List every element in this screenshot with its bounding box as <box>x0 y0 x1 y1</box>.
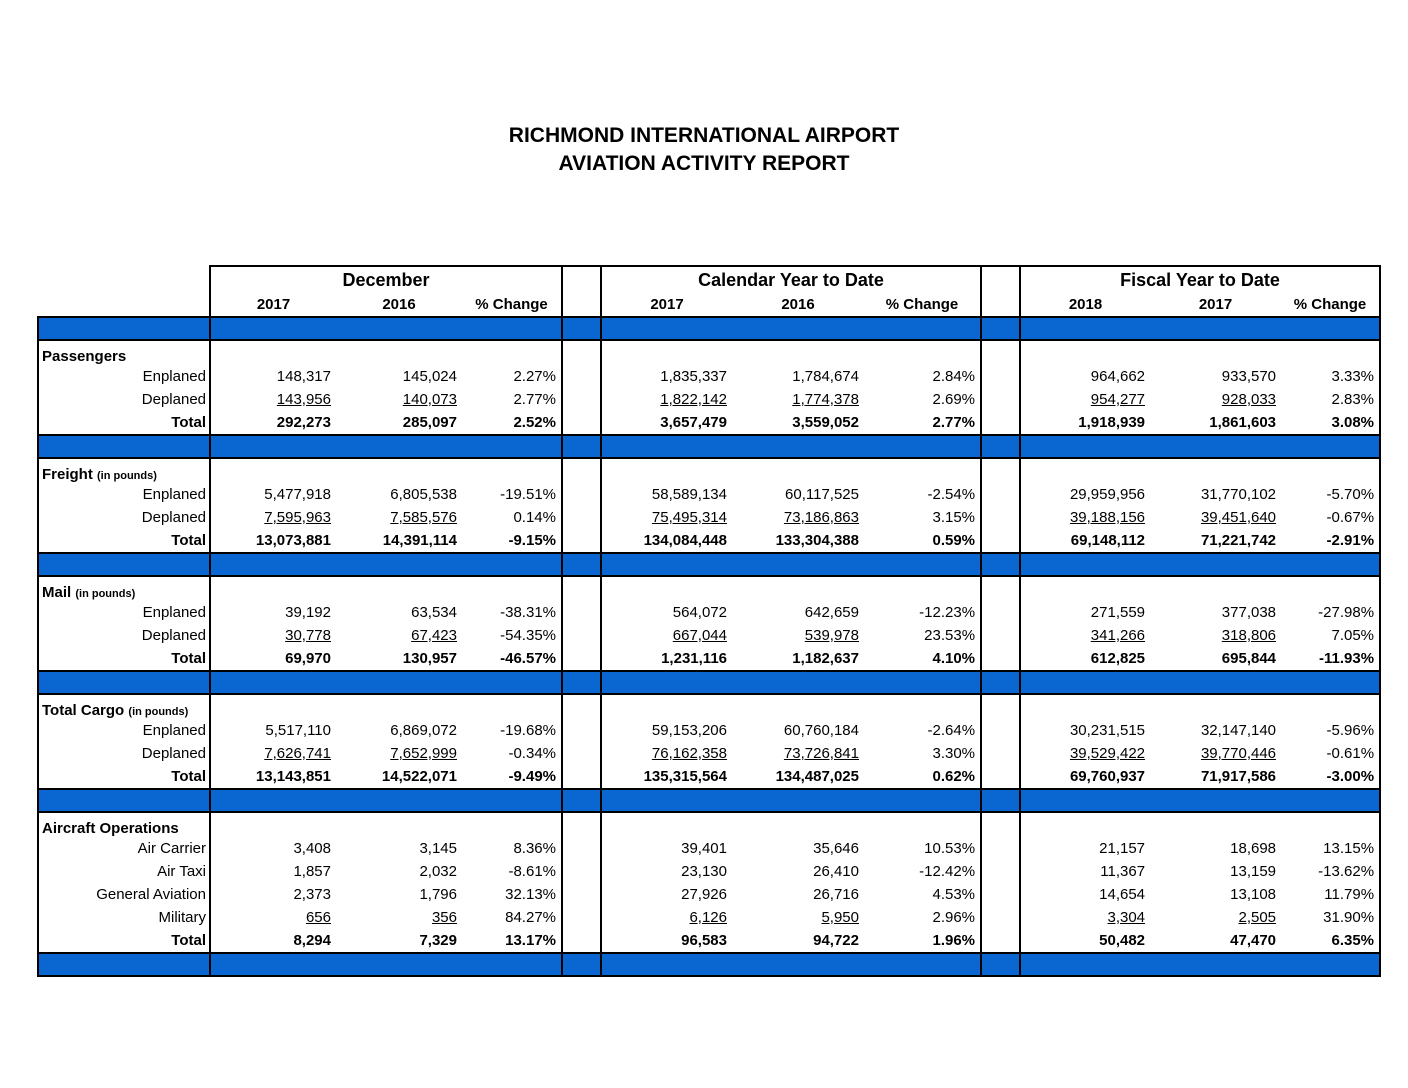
count-value: 318,806 <box>1221 627 1277 644</box>
percent-change-value: -2.54% <box>927 486 976 503</box>
percent-change-value: -0.34% <box>508 745 556 762</box>
count-value: 695,844 <box>1221 650 1277 667</box>
percent-change-value: -0.67% <box>1326 509 1375 526</box>
blue-band-row <box>38 789 1380 812</box>
section-unit: (in pounds) <box>75 588 136 600</box>
count-value: 7,652,999 <box>390 745 457 762</box>
count-value: 7,595,963 <box>264 509 331 526</box>
column-header: 2018 <box>1020 293 1150 317</box>
count-value: 69,148,112 <box>1070 532 1146 549</box>
count-value: 933,570 <box>1221 368 1277 385</box>
count-value: 3,304 <box>1107 909 1146 926</box>
count-value: 134,084,448 <box>643 532 727 549</box>
count-value: 14,522,071 <box>381 768 457 785</box>
count-value: 71,221,742 <box>1200 532 1277 549</box>
count-value: 7,585,576 <box>390 509 457 526</box>
count-value: 1,918,939 <box>1078 414 1146 431</box>
row-label: Deplaned <box>38 506 210 529</box>
percent-change-value: -46.57% <box>500 650 556 667</box>
group-header-2: Fiscal Year to Date <box>1020 266 1380 293</box>
count-value: 8,294 <box>293 932 331 949</box>
row-label: Air Carrier <box>38 837 210 860</box>
count-value: 656 <box>305 909 331 926</box>
percent-change-value: 7.05% <box>1331 627 1375 644</box>
count-value: 612,825 <box>1090 650 1146 667</box>
row-label: Total <box>38 647 210 671</box>
count-value: 14,654 <box>1099 886 1146 903</box>
section-title-row <box>38 694 1380 719</box>
count-value: 75,495,314 <box>651 509 727 526</box>
count-value: 1,822,142 <box>660 391 727 408</box>
row-label: Total <box>38 529 210 553</box>
percent-change-value: -54.35% <box>500 627 556 644</box>
count-value: 1,774,378 <box>792 391 859 408</box>
row-label: Enplaned <box>38 483 210 506</box>
column-header: % Change <box>1281 293 1380 317</box>
percent-change-value: 2.96% <box>932 909 976 926</box>
activity-table <box>37 265 1381 977</box>
section-title: Total Cargo <box>42 702 125 719</box>
percent-change-value: 3.15% <box>932 509 976 526</box>
percent-change-value: -8.61% <box>508 863 556 880</box>
count-value: 47,470 <box>1230 932 1277 949</box>
data-row <box>38 742 1380 765</box>
count-value: 2,373 <box>293 886 331 903</box>
percent-change-value: 32.13% <box>505 886 556 903</box>
count-value: 31,770,102 <box>1200 486 1277 503</box>
count-value: 5,517,110 <box>265 722 331 739</box>
percent-change-value: 3.30% <box>932 745 976 762</box>
count-value: 271,559 <box>1090 604 1146 621</box>
count-value: 39,770,446 <box>1200 745 1277 762</box>
percent-change-value: 2.77% <box>932 414 976 431</box>
section-title: Passengers <box>42 348 127 365</box>
data-row <box>38 624 1380 647</box>
count-value: 6,869,072 <box>390 722 457 739</box>
count-value: 135,315,564 <box>643 768 727 785</box>
count-value: 71,917,586 <box>1200 768 1277 785</box>
data-row <box>38 883 1380 906</box>
count-value: 21,157 <box>1099 840 1146 857</box>
count-value: 2,505 <box>1238 909 1277 926</box>
blue-band-row <box>38 317 1380 340</box>
row-label: Deplaned <box>38 742 210 765</box>
percent-change-value: 2.77% <box>513 391 556 408</box>
count-value: 58,589,134 <box>651 486 727 503</box>
blue-band-row <box>38 435 1380 458</box>
count-value: 6,805,538 <box>390 486 457 503</box>
section-title-row <box>38 340 1380 365</box>
count-value: 341,266 <box>1090 627 1146 644</box>
row-label: Total <box>38 411 210 435</box>
percent-change-value: 8.36% <box>513 840 556 857</box>
count-value: 3,559,052 <box>792 414 859 431</box>
percent-change-value: -11.93% <box>1318 650 1375 667</box>
row-label: General Aviation <box>38 883 210 906</box>
percent-change-value: -38.31% <box>500 604 556 621</box>
section-title: Mail <box>42 584 72 601</box>
row-label: Air Taxi <box>38 860 210 883</box>
column-header: % Change <box>475 296 548 313</box>
count-value: 13,159 <box>1230 863 1277 880</box>
row-label: Enplaned <box>38 719 210 742</box>
data-row <box>38 906 1380 929</box>
percent-change-value: -9.49% <box>508 768 556 785</box>
count-value: 13,073,881 <box>255 532 331 549</box>
percent-change-value: 0.14% <box>513 509 556 526</box>
column-header: 2016 <box>382 296 416 313</box>
data-row <box>38 860 1380 883</box>
column-header: 2016 <box>781 296 815 313</box>
percent-change-value: 6.35% <box>1331 932 1375 949</box>
count-value: 6,126 <box>689 909 727 926</box>
percent-change-value: -5.96% <box>1326 722 1375 739</box>
count-value: 667,044 <box>672 627 727 644</box>
count-value: 59,153,206 <box>651 722 727 739</box>
count-value: 928,033 <box>1221 391 1277 408</box>
percent-change-value: -0.61% <box>1326 745 1375 762</box>
percent-change-value: 84.27% <box>505 909 556 926</box>
count-value: 134,487,025 <box>775 768 859 785</box>
count-value: 26,410 <box>813 863 859 880</box>
percent-change-value: 11.79% <box>1324 886 1375 903</box>
count-value: 1,857 <box>293 863 331 880</box>
percent-change-value: 4.10% <box>932 650 976 667</box>
header-year-row <box>38 293 1380 317</box>
count-value: 14,391,114 <box>382 532 457 549</box>
header-group-row <box>38 266 1380 293</box>
percent-change-value: 4.53% <box>932 886 976 903</box>
total-row <box>38 647 1380 671</box>
row-label: Total <box>38 929 210 953</box>
count-value: 2,032 <box>419 863 457 880</box>
count-value: 7,626,741 <box>264 745 331 762</box>
section-unit: (in pounds) <box>128 706 189 718</box>
percent-change-value: -27.98% <box>1318 604 1375 621</box>
count-value: 3,145 <box>419 840 457 857</box>
percent-change-value: -12.23% <box>919 604 976 621</box>
percent-change-value: 1.96% <box>932 932 976 949</box>
count-value: 3,657,479 <box>660 414 727 431</box>
row-label: Deplaned <box>38 624 210 647</box>
section-title: Aircraft Operations <box>42 820 179 837</box>
count-value: 1,861,603 <box>1209 414 1277 431</box>
count-value: 1,784,674 <box>792 368 859 385</box>
percent-change-value: 31.90% <box>1323 909 1375 926</box>
count-value: 13,108 <box>1230 886 1277 903</box>
count-value: 377,038 <box>1221 604 1277 621</box>
count-value: 18,698 <box>1230 840 1277 857</box>
count-value: 30,778 <box>285 627 331 644</box>
count-value: 145,024 <box>402 368 457 385</box>
data-row <box>38 719 1380 742</box>
percent-change-value: 2.69% <box>932 391 976 408</box>
count-value: 564,072 <box>672 604 727 621</box>
percent-change-value: -13.62% <box>1318 863 1375 880</box>
count-value: 133,304,388 <box>775 532 859 549</box>
percent-change-value: -3.00% <box>1326 768 1375 785</box>
count-value: 1,231,116 <box>661 650 727 667</box>
count-value: 69,970 <box>285 650 331 667</box>
count-value: 39,451,640 <box>1200 509 1277 526</box>
count-value: 292,273 <box>276 414 331 431</box>
percent-change-value: 10.53% <box>924 840 976 857</box>
percent-change-value: 2.52% <box>513 414 556 431</box>
count-value: 1,835,337 <box>660 368 727 385</box>
percent-change-value: -2.64% <box>927 722 976 739</box>
section-title-row <box>38 458 1380 483</box>
count-value: 39,529,422 <box>1069 745 1146 762</box>
blue-band-row <box>38 671 1380 694</box>
data-row <box>38 388 1380 411</box>
count-value: 356 <box>431 909 457 926</box>
count-value: 3,408 <box>293 840 331 857</box>
percent-change-value: -12.42% <box>919 863 976 880</box>
count-value: 143,956 <box>276 391 331 408</box>
count-value: 13,143,851 <box>255 768 331 785</box>
count-value: 30,231,515 <box>1069 722 1146 739</box>
count-value: 73,726,841 <box>783 745 859 762</box>
row-label: Military <box>38 906 210 929</box>
total-row <box>38 529 1380 553</box>
count-value: 69,760,937 <box>1069 768 1146 785</box>
blue-band-row <box>38 953 1380 976</box>
percent-change-value: -2.91% <box>1326 532 1375 549</box>
count-value: 39,401 <box>681 840 727 857</box>
percent-change-value: 3.33% <box>1331 368 1375 385</box>
column-header: 2017 <box>210 293 336 317</box>
group-header-1: Calendar Year to Date <box>601 266 981 293</box>
row-label: Deplaned <box>38 388 210 411</box>
report-subtitle: AVIATION ACTIVITY REPORT <box>558 152 850 175</box>
percent-change-value: 2.27% <box>513 368 556 385</box>
count-value: 539,978 <box>804 627 859 644</box>
count-value: 73,186,863 <box>783 509 859 526</box>
count-value: 11,367 <box>1100 863 1146 880</box>
count-value: 7,329 <box>419 932 457 949</box>
percent-change-value: -19.51% <box>500 486 556 503</box>
count-value: 23,130 <box>681 863 727 880</box>
count-value: 32,147,140 <box>1200 722 1277 739</box>
column-header: 2017 <box>1198 296 1233 313</box>
percent-change-value: -5.70% <box>1326 486 1375 503</box>
group-header-0: December <box>210 266 562 293</box>
count-value: 130,957 <box>402 650 457 667</box>
count-value: 39,192 <box>285 604 331 621</box>
percent-change-value: 13.17% <box>505 932 556 949</box>
count-value: 1,182,637 <box>792 650 859 667</box>
data-row <box>38 506 1380 529</box>
report-title: RICHMOND INTERNATIONAL AIRPORT <box>508 124 900 147</box>
blue-band-row <box>38 553 1380 576</box>
row-label: Enplaned <box>38 365 210 388</box>
count-value: 60,760,184 <box>783 722 859 739</box>
count-value: 94,722 <box>813 932 859 949</box>
section-unit: (in pounds) <box>97 470 157 482</box>
percent-change-value: 0.59% <box>932 532 976 549</box>
count-value: 67,423 <box>411 627 457 644</box>
section-title-row <box>38 576 1380 601</box>
count-value: 27,926 <box>681 886 727 903</box>
percent-change-value: 3.08% <box>1331 414 1375 431</box>
percent-change-value: 0.62% <box>932 768 976 785</box>
count-value: 26,716 <box>813 886 859 903</box>
section-title-row <box>38 812 1380 837</box>
count-value: 642,659 <box>804 604 859 621</box>
data-row <box>38 837 1380 860</box>
section-title: Freight <box>42 466 93 483</box>
column-header: % Change <box>885 296 959 313</box>
column-header: 2017 <box>601 293 732 317</box>
total-row <box>38 765 1380 789</box>
count-value: 285,097 <box>402 414 457 431</box>
report-title-block <box>0 122 1408 178</box>
count-value: 50,482 <box>1099 932 1146 949</box>
total-row <box>38 929 1380 953</box>
percent-change-value: 13.15% <box>1323 840 1375 857</box>
row-label: Enplaned <box>38 601 210 624</box>
total-row <box>38 411 1380 435</box>
count-value: 140,073 <box>402 391 457 408</box>
count-value: 96,583 <box>681 932 727 949</box>
data-row <box>38 601 1380 624</box>
count-value: 35,646 <box>813 840 859 857</box>
count-value: 63,534 <box>411 604 457 621</box>
count-value: 5,477,918 <box>264 486 331 503</box>
percent-change-value: -9.15% <box>508 532 556 549</box>
row-label: Total <box>38 765 210 789</box>
count-value: 1,796 <box>419 886 457 903</box>
count-value: 60,117,525 <box>785 486 859 503</box>
percent-change-value: -19.68% <box>500 722 556 739</box>
count-value: 148,317 <box>276 368 331 385</box>
data-row <box>38 483 1380 506</box>
data-row <box>38 365 1380 388</box>
percent-change-value: 2.84% <box>932 368 976 385</box>
count-value: 39,188,156 <box>1069 509 1146 526</box>
count-value: 954,277 <box>1090 391 1146 408</box>
percent-change-value: 23.53% <box>924 627 976 644</box>
percent-change-value: 2.83% <box>1331 391 1375 408</box>
count-value: 76,162,358 <box>651 745 727 762</box>
count-value: 964,662 <box>1090 368 1146 385</box>
count-value: 29,959,956 <box>1069 486 1146 503</box>
count-value: 5,950 <box>821 909 859 926</box>
